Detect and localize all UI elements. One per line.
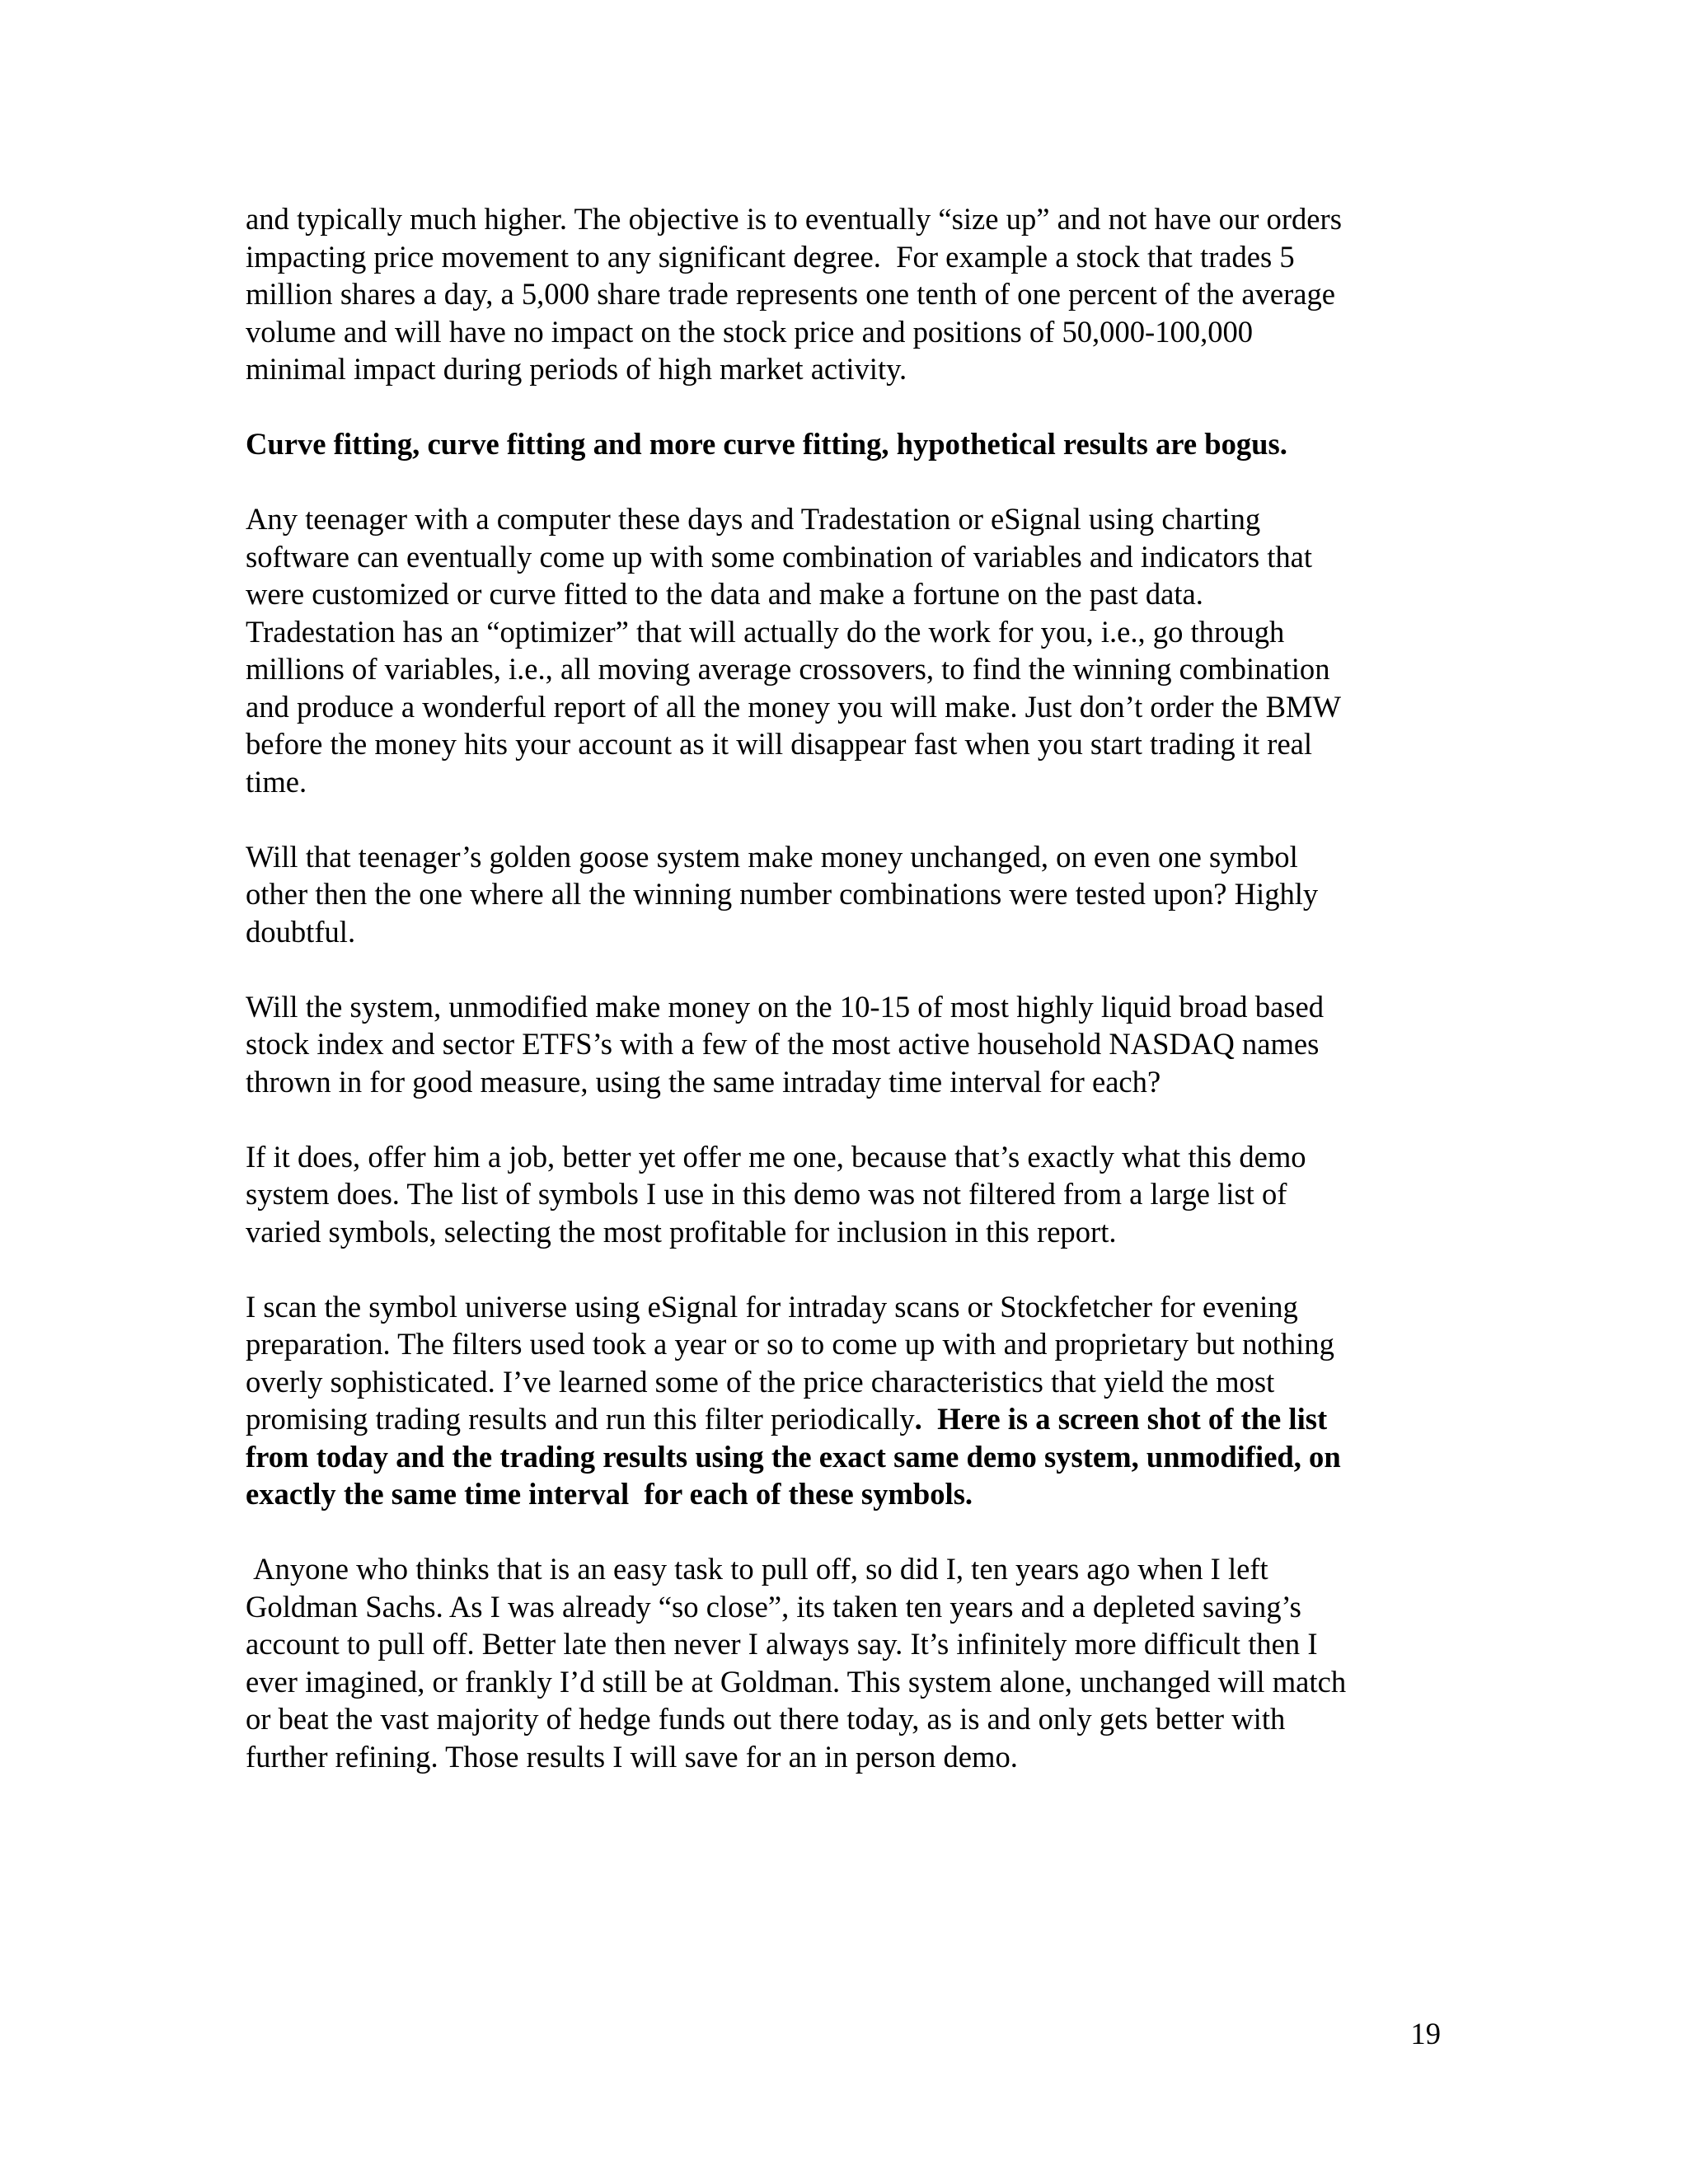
text-line: million shares a day, a 5,000 share trade represents one tenth of one percent of the average [246, 277, 1336, 311]
text-line: millions of variables, i.e., all moving average crossovers, to find the winning combination [246, 652, 1330, 686]
text-line: other then the one where all the winning number combinations were tested upon? Highly [246, 877, 1319, 911]
text-line: Will that teenager’s golden goose system make money unchanged, on even one symbol [246, 839, 1298, 874]
text-line: further refining. Those results I will save for an in person demo. [246, 1739, 1018, 1774]
text-line: varied symbols, selecting the most profitable for inclusion in this report. [246, 1214, 1117, 1249]
text-line: account to pull off. Better late then never I always say. It’s infinitely more difficult then I [246, 1627, 1318, 1661]
text-line: Any teenager with a computer these days and Tradestation or eSignal using charting [246, 502, 1261, 536]
text-line: Goldman Sachs. As I was already “so close”, its taken ten years and a depleted saving’s [246, 1589, 1301, 1624]
text-line: ever imagined, or frankly I’d still be at Goldman. This system alone, unchanged will match [246, 1664, 1347, 1699]
text-line: volume and will have no impact on the stock price and positions of 50,000-100,000 [246, 314, 1254, 349]
text-line: impacting price movement to any significant degree. For example a stock that trades 5 [246, 239, 1295, 274]
page-number: 19 [1410, 2017, 1441, 2050]
bold-text-span: . Here is a screen shot of the list [914, 1402, 1328, 1436]
bold-text-line: exactly the same time interval for each of these symbols. [246, 1477, 973, 1511]
section-heading: Curve fitting, curve fitting and more curve fitting, hypothetical results are bogus. [246, 427, 1287, 461]
text-line-mixed [246, 1400, 1441, 1438]
text-line: or beat the vast majority of hedge funds out there today, as is and only gets better with [246, 1702, 1286, 1736]
text-span: promising trading results and run this filter periodically [246, 1402, 915, 1436]
text-line: doubtful. [246, 914, 356, 949]
text-line: If it does, offer him a job, better yet offer me one, because that’s exactly what this demo [246, 1139, 1306, 1174]
text-line: I scan the symbol universe using eSignal for intraday scans or Stockfetcher for evening [246, 1289, 1298, 1324]
text-line: software can eventually come up with some combination of variables and indicators that [246, 539, 1313, 574]
bold-text-line: from today and the trading results using the exact same demo system, unmodified, on [246, 1439, 1341, 1474]
text-line: and produce a wonderful report of all the money you will make. Just don’t order the BMW [246, 689, 1342, 724]
text-line: thrown in for good measure, using the same intraday time interval for each? [246, 1064, 1161, 1099]
text-line: Will the system, unmodified make money on the 10-15 of most highly liquid broad based [246, 989, 1325, 1024]
text-line: overly sophisticated. I’ve learned some of the price characteristics that yield the most [246, 1364, 1275, 1399]
text-line: were customized or curve fitted to the data and make a fortune on the past data. [246, 577, 1203, 611]
text-line: minimal impact during periods of high market activity. [246, 352, 907, 386]
text-line: time. [246, 764, 307, 799]
text-line: Tradestation has an “optimizer” that will actually do the work for you, i.e., go through [246, 614, 1285, 649]
text-line: stock index and sector ETFS’s with a few of the most active household NASDAQ names [246, 1027, 1320, 1061]
text-line: Anyone who thinks that is an easy task to pull off, so did I, ten years ago when I left [246, 1552, 1268, 1586]
body-text [246, 200, 1441, 1775]
text-line: and typically much higher. The objective is to eventually “size up” and not have our orders [246, 202, 1342, 236]
text-line: system does. The list of symbols I use in this demo was not filtered from a large list of [246, 1177, 1287, 1211]
text-line: before the money hits your account as it will disappear fast when you start trading it real [246, 727, 1313, 761]
text-line: preparation. The filters used took a year or so to come up with and proprietary but nothing [246, 1327, 1334, 1361]
